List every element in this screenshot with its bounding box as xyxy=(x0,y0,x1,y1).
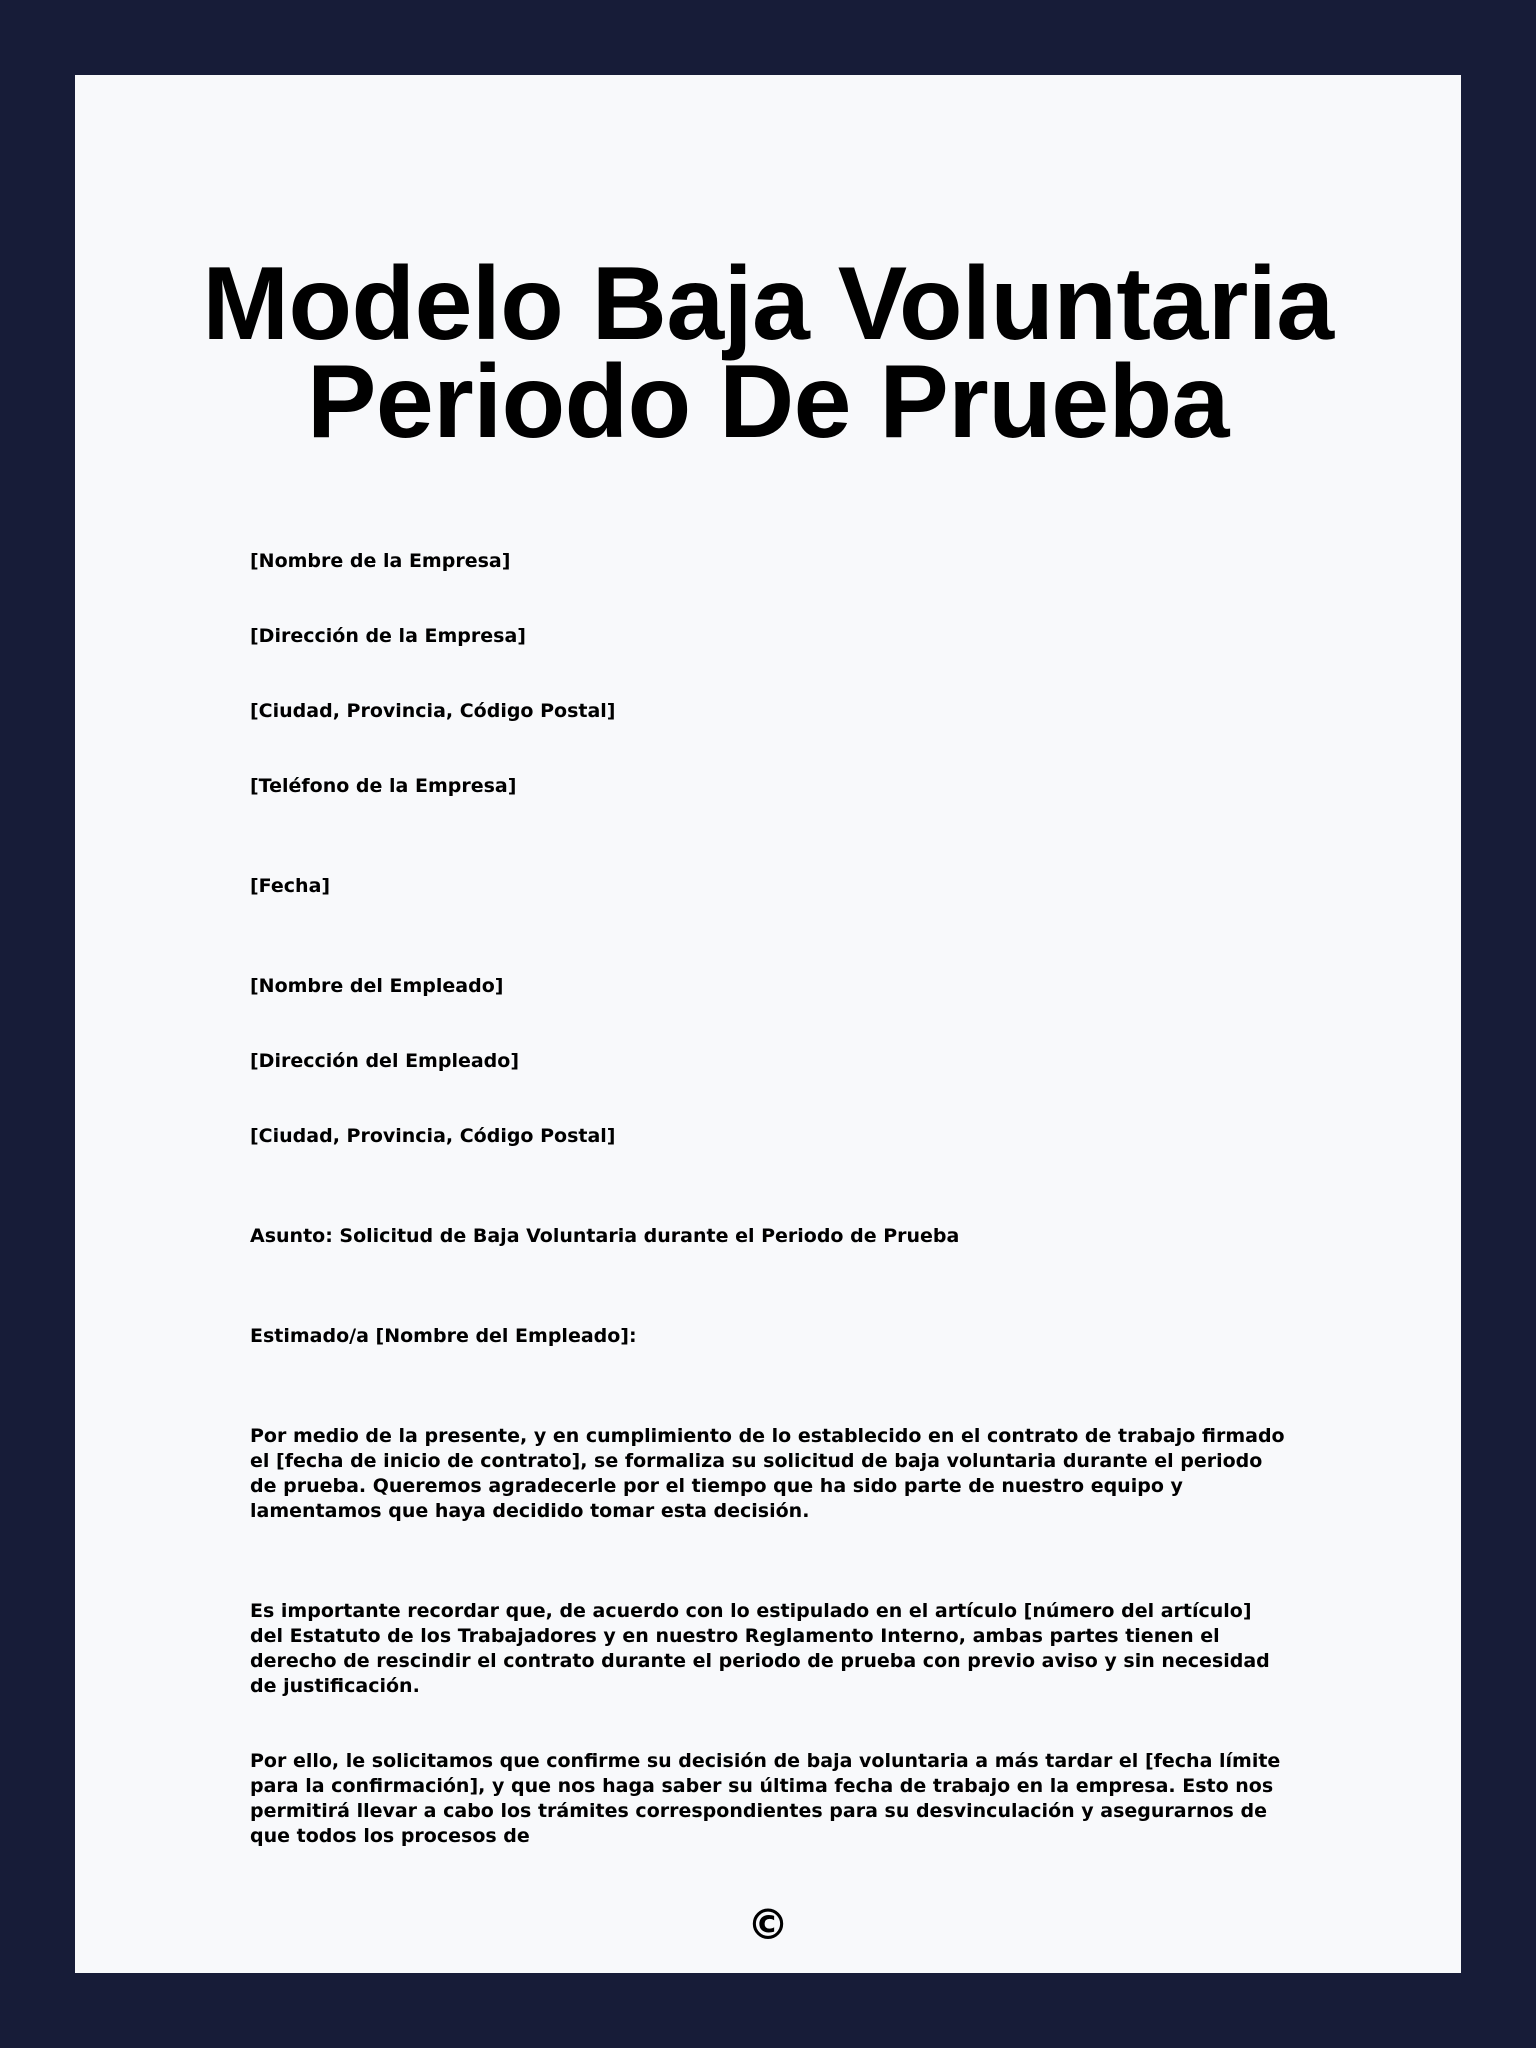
letter-date: [Fecha] xyxy=(250,875,331,897)
paragraph-1: Por medio de la presente, y en cumplimiento de lo establecido en el contrato de trabajo firmado el [fecha de inicio de contrato], se formaliza su solicitud de baja voluntaria durante el periodo de prueba. Queremos agradecerle por el tiempo que ha sido parte de nuestro equipo y lamentamos que haya decidido tomar esta decisión. xyxy=(250,1425,1285,1522)
employee-name: [Nombre del Empleado] xyxy=(250,975,504,997)
letter-greeting: Estimado/a [Nombre del Empleado]: xyxy=(250,1325,637,1347)
company-name: [Nombre de la Empresa] xyxy=(250,550,511,572)
employee-address: [Dirección del Empleado] xyxy=(250,1050,520,1072)
paragraph-3: Por ello, le solicitamos que confirme su decisión de baja voluntaria a más tardar el [fecha límite para la confirmación], y que nos haga saber su última fecha de trabajo en la empresa. Esto nos permitirá llevar a cabo los trámites correspondientes para su desvinculación y asegurarnos de que todos los procesos de xyxy=(250,1750,1281,1847)
copyright-icon: © xyxy=(747,1900,789,1949)
company-address: [Dirección de la Empresa] xyxy=(250,625,526,647)
employee-city: [Ciudad, Provincia, Código Postal] xyxy=(250,1125,616,1147)
company-phone: [Teléfono de la Empresa] xyxy=(250,775,517,797)
paragraph-2: Es importante recordar que, de acuerdo con lo estipulado en el artículo [número del artículo] del Estatuto de los Trabajadores y en nuestro Reglamento Interno, ambas partes tienen el derecho de rescindir el contrato durante el periodo de prueba con previo aviso y sin necesidad de justificación. xyxy=(250,1600,1270,1697)
letter-subject: Asunto: Solicitud de Baja Voluntaria durante el Periodo de Prueba xyxy=(250,1225,960,1247)
title-line-2: Periodo De Prueba xyxy=(307,344,1229,460)
company-city: [Ciudad, Provincia, Código Postal] xyxy=(250,700,616,722)
document-page xyxy=(75,75,1461,1973)
title-line-1: Modelo Baja Voluntaria xyxy=(202,246,1334,362)
document-title xyxy=(75,246,1461,460)
